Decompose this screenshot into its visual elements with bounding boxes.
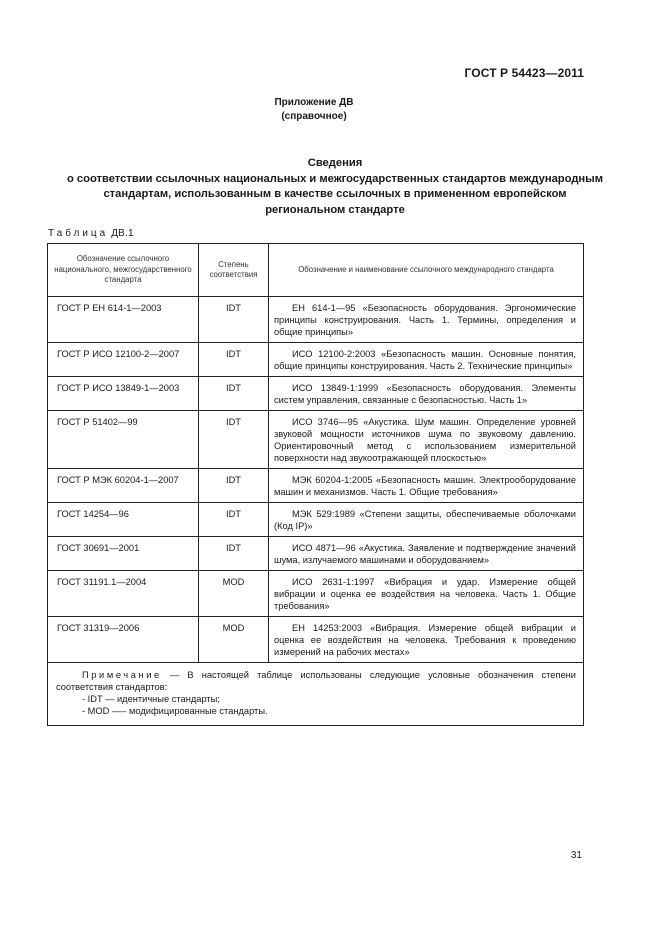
- international-standard-cell: ИСО 2631-1:1997 «Вибрация и удар. Измерение общей вибрации и оценка ее воздействия на человека. Часть 1. Общие требования»: [269, 571, 584, 617]
- international-standard-cell: ИСО 3746—95 «Акустика. Шум машин. Определение уровней звуковой мощности источников шума по звуковому давлению. Ориентировочный метод с использованием измерительной поверхности над звукоотражающей плоскостью»: [269, 411, 584, 469]
- international-standard-cell: ЕН 614-1—95 «Безопасность оборудования. Эргономические принципы конструирования. Часть 1. Термины, определения и общие принципы»: [269, 297, 584, 343]
- table-label: [48, 228, 134, 239]
- national-standard-cell: ГОСТ 31191.1—2004: [48, 571, 199, 617]
- international-standard-cell: МЭК 60204-1:2005 «Безопасность машин. Электрооборудование машин и механизмов. Часть 1. Общие требования»: [269, 469, 584, 503]
- page-number: 31: [570, 850, 582, 861]
- document-code: ГОСТ Р 54423—2011: [464, 66, 584, 80]
- degree-cell: IDT: [199, 469, 269, 503]
- international-standard-cell: ЕН 14253:2003 «Вибрация. Измерение общей вибрации и оценка ее воздействия на человека. Требования к проведению измерений на рабочих местах»: [269, 617, 584, 663]
- note-text: [56, 669, 576, 693]
- note-label: Примечание: [82, 670, 162, 680]
- table-note: [48, 663, 584, 726]
- table-label-number: ДВ.1: [108, 228, 134, 239]
- national-standard-cell: ГОСТ Р ИСО 13849-1—2003: [48, 377, 199, 411]
- national-standard-cell: ГОСТ Р МЭК 60204-1—2007: [48, 469, 199, 503]
- national-standard-cell: ГОСТ 30691—2001: [48, 537, 199, 571]
- degree-cell: IDT: [199, 343, 269, 377]
- heading-line-3: региональном стандарте: [265, 203, 405, 216]
- degree-cell: IDT: [199, 503, 269, 537]
- national-standard-cell: ГОСТ 14254—96: [48, 503, 199, 537]
- table-row: [48, 377, 584, 411]
- national-standard-cell: ГОСТ Р ЕН 614-1—2003: [48, 297, 199, 343]
- table-row: [48, 469, 584, 503]
- international-standard-cell: ИСО 13849-1:1999 «Безопасность оборудования. Элементы систем управления, связанные с безопасностью. Часть 1»: [269, 377, 584, 411]
- international-standard-cell: ИСО 12100-2:2003 «Безопасность машин. Основные понятия, общие принципы конструирования. Часть 2. Технические принципы»: [269, 343, 584, 377]
- appendix-title: Приложение ДВ: [274, 97, 354, 108]
- international-standard-cell: МЭК 529:1989 «Степени защиты, обеспечиваемые оболочками (Код IP)»: [269, 503, 584, 537]
- degree-cell: IDT: [199, 297, 269, 343]
- note-item-mod: - MOD —– модифицированные стандарты.: [82, 706, 268, 716]
- international-standard-cell: ИСО 4871—96 «Акустика. Заявление и подтверждение значений шума, излучаемого машинами и оборудованием»: [269, 537, 584, 571]
- national-standard-cell: ГОСТ Р ИСО 12100-2—2007: [48, 343, 199, 377]
- table-row: [48, 503, 584, 537]
- heading-title: Сведения: [307, 157, 363, 169]
- national-standard-cell: ГОСТ 31319—2006: [48, 617, 199, 663]
- section-heading: [40, 156, 630, 218]
- column-header-national: Обозначение ссылочного национального, межгосударственного стандарта: [48, 244, 199, 297]
- degree-cell: IDT: [199, 377, 269, 411]
- column-header-degree: Степень соответствия: [199, 244, 269, 297]
- degree-cell: MOD: [199, 617, 269, 663]
- note-item-idt: - IDT — идентичные стандарты;: [82, 694, 220, 704]
- degree-cell: IDT: [199, 537, 269, 571]
- heading-line-1: о соответствии ссылочных национальных и межгосударственных стандартов международным: [66, 172, 604, 185]
- table-header-row: [48, 244, 584, 297]
- note-body: — В настоящей таблице использованы следующие условные обозначения степени соответствия стандартов:: [56, 670, 576, 692]
- national-standard-cell: ГОСТ Р 51402—99: [48, 411, 199, 469]
- appendix-heading: [0, 96, 628, 124]
- column-header-international: Обозначение и наименование ссылочного международного стандарта: [269, 244, 584, 297]
- table-row: [48, 343, 584, 377]
- table-note-row: [48, 663, 584, 726]
- heading-line-2: стандартам, использованным в качестве ссылочных в примененном европейском: [103, 188, 567, 200]
- table-row: [48, 297, 584, 343]
- table-row: [48, 571, 584, 617]
- table-label-word: Таблица: [48, 228, 109, 239]
- degree-cell: MOD: [199, 571, 269, 617]
- degree-cell: IDT: [199, 411, 269, 469]
- table-row: [48, 411, 584, 469]
- table-row: [48, 537, 584, 571]
- appendix-subtitle: (справочное): [281, 111, 347, 122]
- standards-table: [47, 243, 584, 726]
- table-row: [48, 617, 584, 663]
